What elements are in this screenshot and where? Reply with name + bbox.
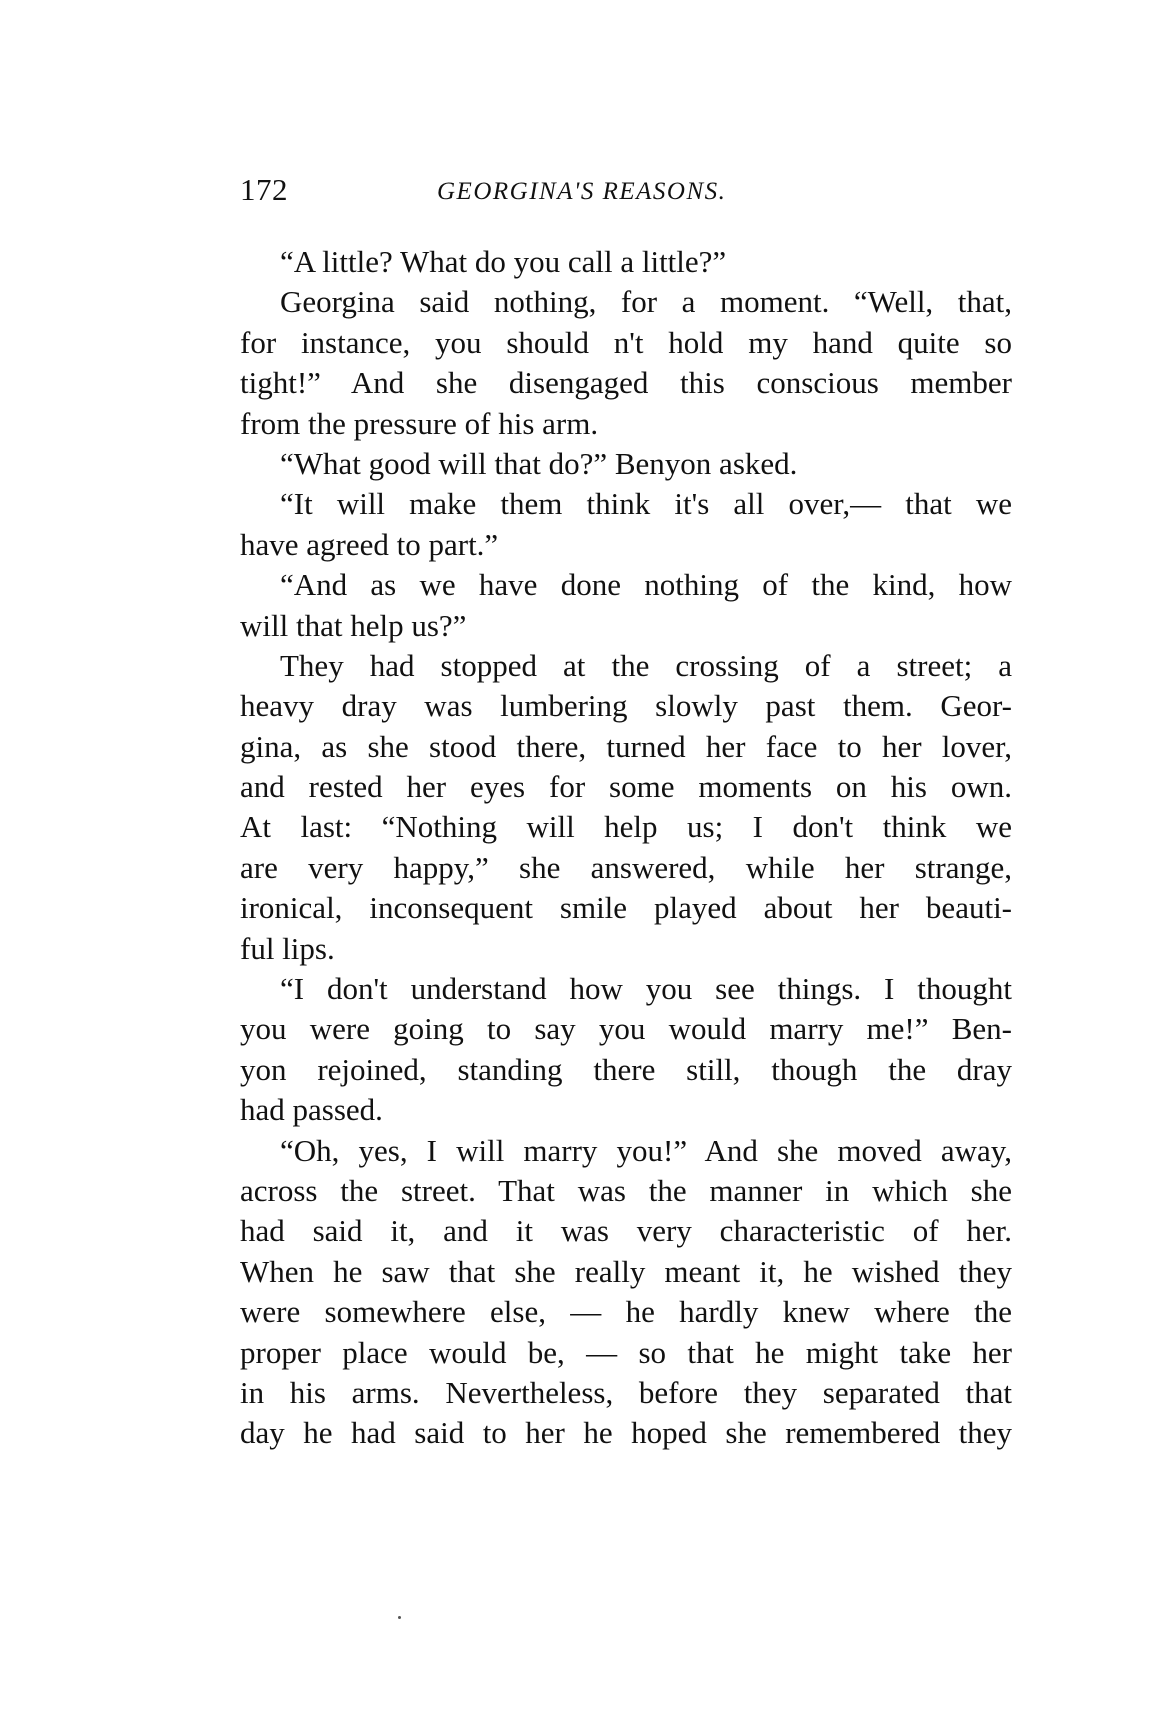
text-line: “A little? What do you call a little?”: [280, 244, 727, 279]
text-line: “I don't understand how you see things. I thought: [280, 971, 1012, 1007]
text-line: yon rejoined, standing there still, though the dray: [240, 1051, 1012, 1087]
page-number: 172: [240, 172, 288, 207]
text-line: “What good will that do?” Benyon asked.: [280, 445, 798, 481]
text-line: ful lips.: [240, 930, 335, 966]
text-line: in his arms. Nevertheless, before they separated that: [240, 1374, 1012, 1410]
text-line: across the street. That was the manner in which she: [240, 1172, 1012, 1208]
print-speck: [398, 1616, 401, 1619]
body-text: [240, 242, 1012, 1454]
text-line: are very happy,” she answered, while her strange,: [240, 849, 1012, 885]
text-line: had said it, and it was very characteristic of her.: [240, 1213, 1012, 1249]
text-line: were somewhere else, — he hardly knew where the: [240, 1294, 1012, 1330]
text-line: from the pressure of his arm.: [240, 405, 599, 441]
page-header: [240, 172, 1012, 212]
text-line: Georgina said nothing, for a moment. “Well, that,: [280, 284, 1012, 320]
text-line: “And as we have done nothing of the kind, how: [280, 567, 1012, 603]
text-line: At last: “Nothing will help us; I don't think we: [240, 809, 1012, 845]
text-line: day he had said to her he hoped she remembered they: [240, 1415, 1012, 1451]
text-line: tight!” And she disengaged this conscious member: [240, 365, 1012, 401]
text-line: you were going to say you would marry me!” Ben-: [240, 1011, 1012, 1047]
text-line: have agreed to part.”: [240, 526, 499, 562]
running-title: GEORGINA'S REASONS.: [437, 178, 727, 205]
text-line: “It will make them think it's all over,— that we: [280, 486, 1012, 522]
text-line: will that help us?”: [240, 607, 467, 643]
text-line: proper place would be, — so that he might take her: [240, 1334, 1012, 1370]
text-line: gina, as she stood there, turned her face to her lover,: [240, 728, 1012, 764]
text-line: ironical, inconsequent smile played about her beauti-: [240, 890, 1012, 926]
text-line: had passed.: [240, 1092, 383, 1128]
text-line: They had stopped at the crossing of a street; a: [280, 647, 1012, 683]
text-line: and rested her eyes for some moments on his own.: [240, 769, 1012, 805]
text-line: When he saw that she really meant it, he wished they: [240, 1253, 1012, 1289]
text-line: “Oh, yes, I will marry you!” And she moved away,: [280, 1132, 1012, 1168]
text-line: for instance, you should n't hold my hand quite so: [240, 324, 1012, 360]
text-line: heavy dray was lumbering slowly past them. Geor-: [240, 688, 1012, 724]
